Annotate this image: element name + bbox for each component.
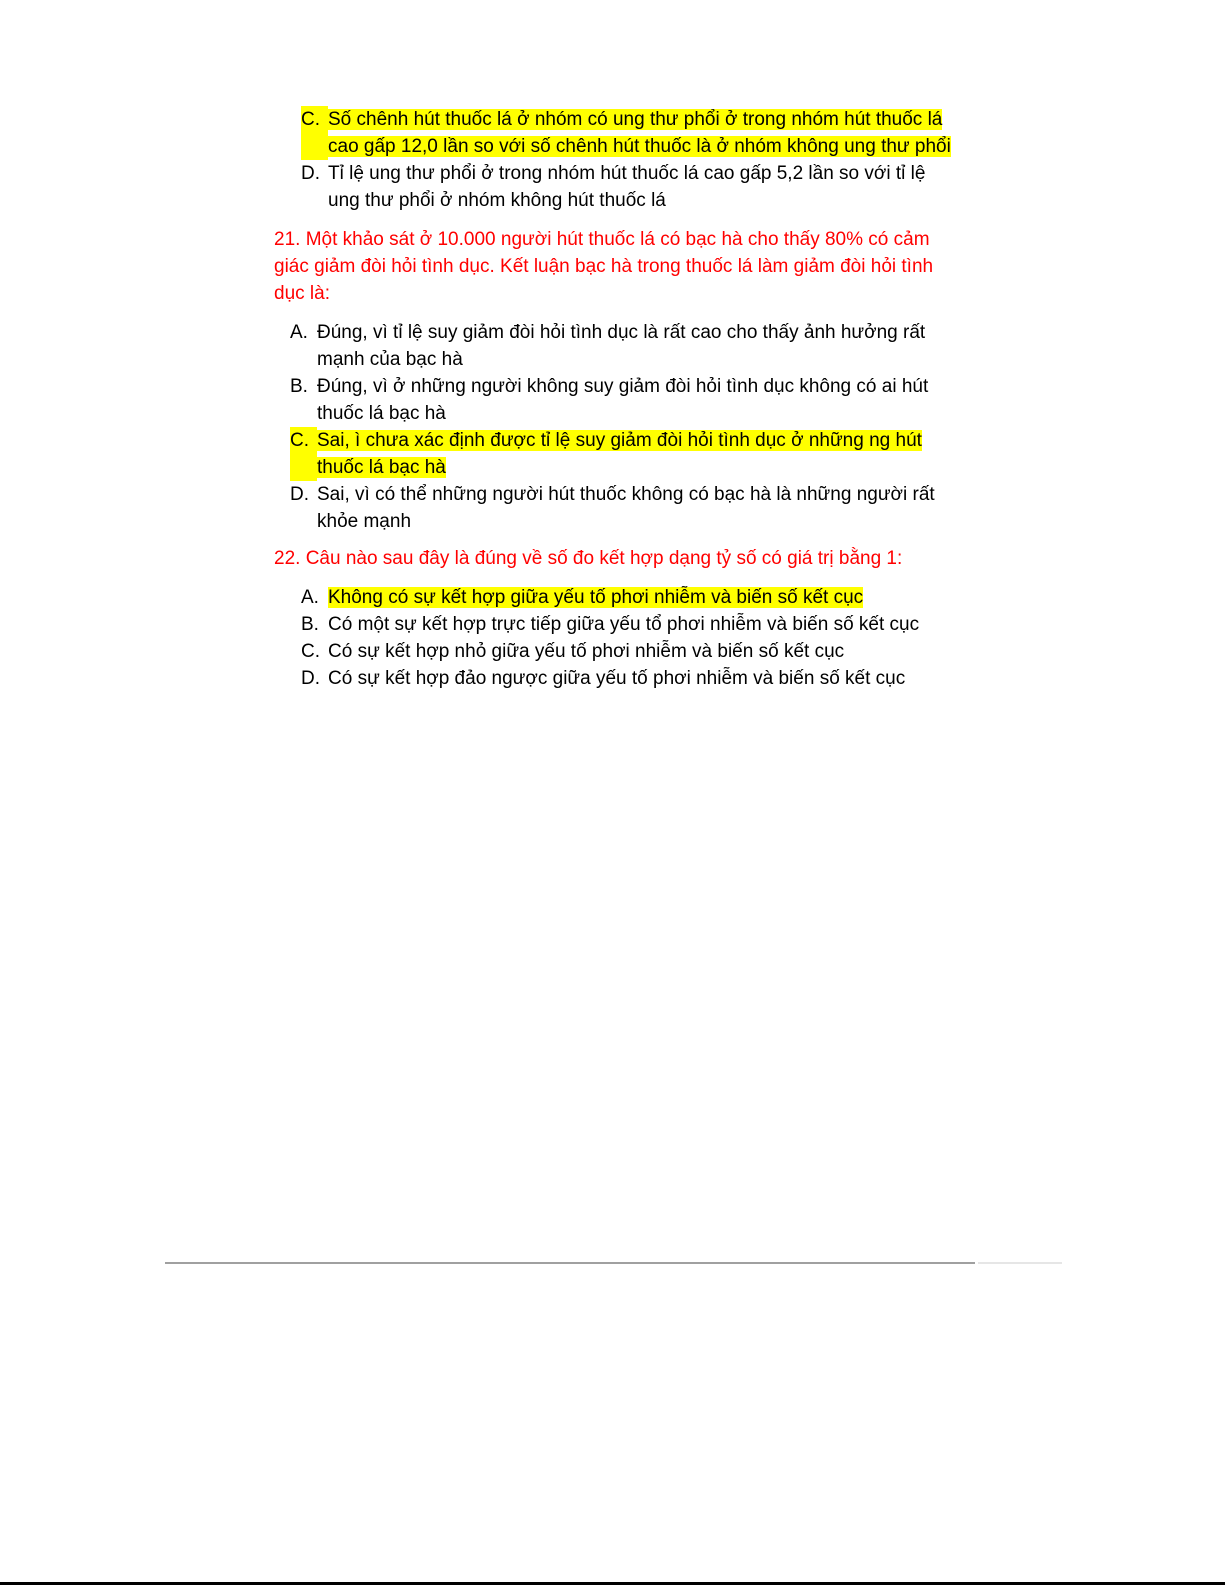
option-letter: D. bbox=[290, 484, 309, 505]
q21-option-c bbox=[290, 427, 954, 481]
question-22: 22. Câu nào sau đây là đúng về số đo kết hợp dạng tỷ số có giá trị bằng 1: bbox=[274, 548, 903, 569]
option-letter: A. bbox=[290, 322, 308, 343]
q22-option-d bbox=[301, 665, 954, 692]
q22-option-c bbox=[301, 638, 954, 665]
option-text: Sai, vì có thể những người hút thuốc không có bạc hà là những người rất khỏe mạnh bbox=[317, 484, 935, 532]
q22-option-a bbox=[301, 584, 954, 611]
question-21: 21. Một khảo sát ở 10.000 người hút thuốc lá có bạc hà cho thấy 80% có cảm giác giảm đòi hỏi tình dục. Kết luận bạc hà trong thuốc lá làm giảm đòi hỏi tình dục là: bbox=[274, 229, 934, 304]
option-text: Sai, ì chưa xác định được tỉ lệ suy giảm đòi hỏi tình dục ở những ng hút thuốc lá bạc hà bbox=[317, 430, 922, 478]
option-text: Có sự kết hợp đảo ngược giữa yếu tố phơi nhiễm và biến số kết cục bbox=[328, 668, 906, 689]
option-letter: B. bbox=[290, 376, 308, 397]
footer-divider bbox=[165, 1262, 975, 1264]
option-letter: D. bbox=[301, 163, 320, 184]
footer-divider-faded bbox=[978, 1262, 1062, 1264]
document-page-content bbox=[274, 106, 954, 692]
q22-option-b bbox=[301, 611, 954, 638]
option-letter: D. bbox=[301, 668, 320, 689]
option-text: Tỉ lệ ung thư phổi ở trong nhóm hút thuốc lá cao gấp 5,2 lần so với tỉ lệ ung thư phổi ở nhóm không hút thuốc lá bbox=[328, 163, 926, 211]
q21-option-d bbox=[290, 481, 954, 535]
option-text: Không có sự kết hợp giữa yếu tố phơi nhiễm và biến số kết cục bbox=[328, 587, 864, 608]
option-text: Có một sự kết hợp trực tiếp giữa yếu tổ phơi nhiễm và biến số kết cục bbox=[328, 614, 920, 635]
q21-option-b bbox=[290, 373, 954, 427]
option-text: Đúng, vì ở những người không suy giảm đòi hỏi tình dục không có ai hút thuốc lá bạc hà bbox=[317, 376, 929, 424]
option-letter: C. bbox=[290, 427, 317, 481]
option-text: Có sự kết hợp nhỏ giữa yếu tố phơi nhiễm và biến số kết cục bbox=[328, 641, 845, 662]
option-letter: C. bbox=[301, 106, 328, 160]
option-text: Đúng, vì tỉ lệ suy giảm đòi hỏi tình dục là rất cao cho thấy ảnh hưởng rất mạnh của bạc hà bbox=[317, 322, 926, 370]
option-text: Số chênh hút thuốc lá ở nhóm có ung thư phổi ở trong nhóm hút thuốc lá cao gấp 12,0 lần so với số chênh hút thuốc là ở nhóm không ung thư phổi bbox=[328, 109, 951, 157]
option-letter: C. bbox=[301, 641, 320, 662]
q21-option-a bbox=[290, 319, 954, 373]
option-letter: B. bbox=[301, 614, 319, 635]
option-letter: A. bbox=[301, 587, 319, 608]
q20-option-c bbox=[301, 106, 954, 160]
q20-option-d bbox=[301, 160, 954, 214]
